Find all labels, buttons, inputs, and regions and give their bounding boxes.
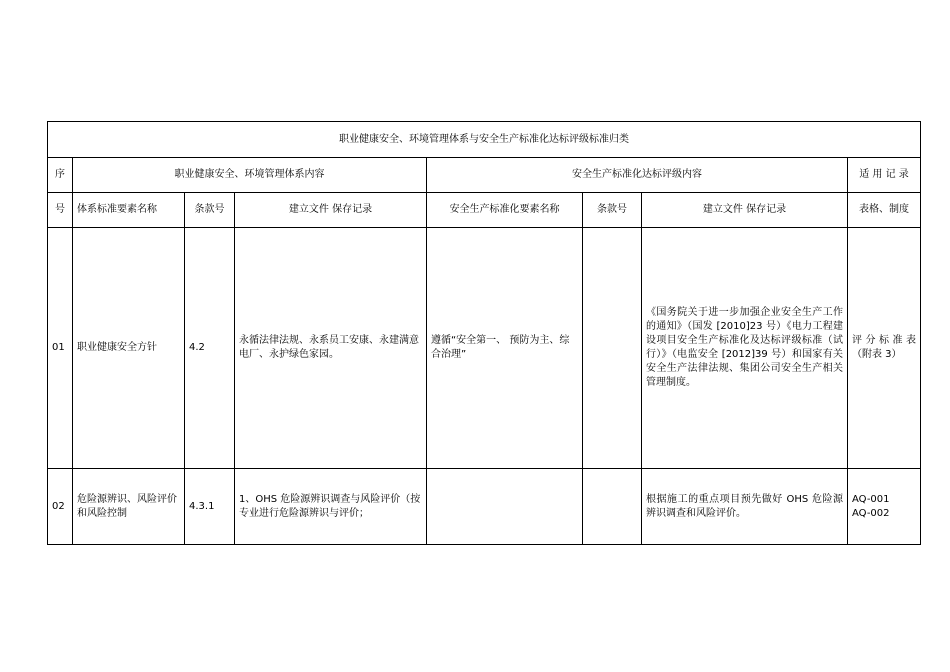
row-ohs-clause: 4.2 (185, 228, 235, 469)
title-row (48, 122, 921, 158)
row-safety-element: 遵循“安全第一、 预防为主、综合治理” (427, 228, 583, 469)
row-seq: 01 (48, 228, 73, 469)
table-title: 职业健康安全、环境管理体系与安全生产标准化达标评级标准归类 (48, 122, 921, 158)
row-ohs-docs: 永循法律法规、永系员工安康、永建满意电厂、永护绿色家园。 (235, 228, 427, 469)
safety-docs-header: 建立文件 保存记录 (642, 193, 848, 228)
seq-header-bottom: 号 (48, 193, 73, 228)
safety-element-header: 安全生产标准化要素名称 (427, 193, 583, 228)
table-row (48, 469, 921, 545)
header-row-1 (48, 158, 921, 193)
row-applicable (848, 469, 921, 545)
row-ohs-element: 职业健康安全方针 (73, 228, 185, 469)
row-applicable: 评 分 标 准 表（附表 3） (848, 228, 921, 469)
applicable-code: AQ-002 (852, 507, 890, 519)
row-safety-clause (583, 469, 642, 545)
row-seq: 02 (48, 469, 73, 545)
table-row (48, 228, 921, 469)
row-safety-docs: 《国务院关于进一步加强企业安全生产工作的通知》（国发 [2010]23 号）《电力工程建设项目安全生产标准化及达标评级标准（试行）》（电监安全 [2012]39 号）和国家有关安全生产法律法规、集团公司安全生产相关管理制度。 (642, 228, 848, 469)
row-ohs-docs: 1、OHS 危险源辨识调查与风险评价（按专业进行危险源辨识与评价； (235, 469, 427, 545)
applicable-header-bottom: 表格、制度 (848, 193, 921, 228)
standards-table (47, 121, 921, 545)
ohs-clause-header: 条款号 (185, 193, 235, 228)
ohs-element-header: 体系标准要素名称 (73, 193, 185, 228)
applicable-header-top: 适 用 记 录 (848, 158, 921, 193)
ohs-group-header: 职业健康安全、环境管理体系内容 (73, 158, 427, 193)
row-ohs-clause: 4.3.1 (185, 469, 235, 545)
row-safety-clause (583, 228, 642, 469)
safety-group-header: 安全生产标准化达标评级内容 (427, 158, 848, 193)
row-safety-element (427, 469, 583, 545)
safety-clause-header: 条款号 (583, 193, 642, 228)
ohs-docs-header: 建立文件 保存记录 (235, 193, 427, 228)
row-safety-docs: 根据施工的重点项目预先做好 OHS 危险源辨识调查和风险评价。 (642, 469, 848, 545)
row-ohs-element: 危险源辨识、风险评价和风险控制 (73, 469, 185, 545)
applicable-code: AQ-001 (852, 493, 890, 505)
seq-header-top: 序 (48, 158, 73, 193)
header-row-2 (48, 193, 921, 228)
